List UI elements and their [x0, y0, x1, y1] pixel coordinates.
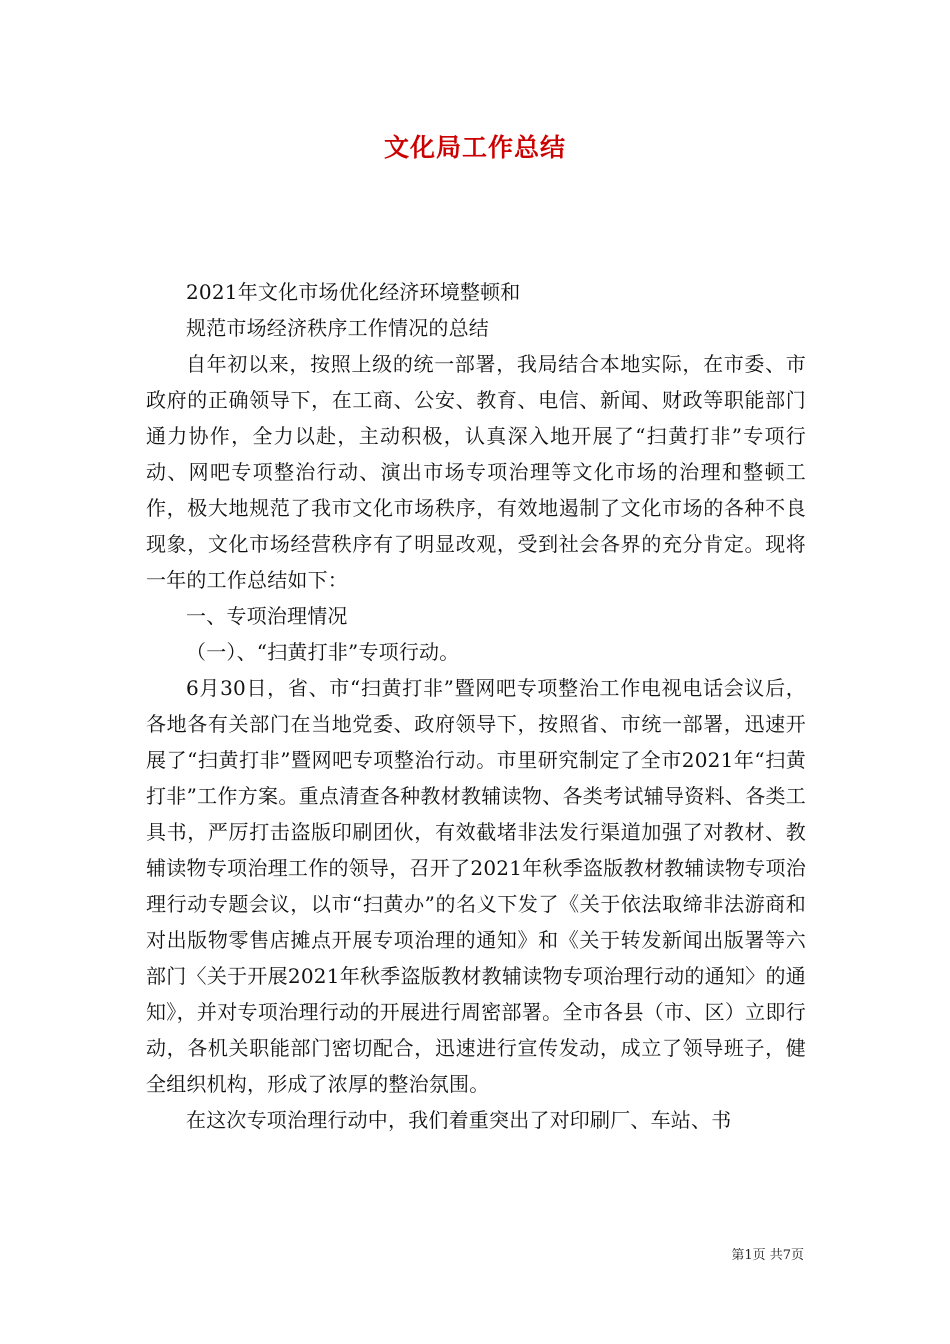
paragraph-subtitle-line-1: 2021年文化市场优化经济环境整顿和 [186, 280, 521, 304]
subsection-heading: （一）、“扫黄打非”专项行动。 [186, 640, 460, 664]
document-body [146, 274, 806, 1138]
paragraph-intro: 自年初以来，按照上级的统一部署，我局结合本地实际，在市委、市政府的正确领导下，在工商、公安、教育、电信、新闻、财政等职能部门通力协作，全力以赴，主动积极，认真深入地开展了“扫黄打非”专项行动、网吧专项整治行动、演出市场专项治理等文化市场的治理和整顿工作，极大地规范了我市文化市场秩序，有效地遏制了文化市场的各种不良现象，文化市场经营秩序有了明显改观，受到社会各界的充分肯定。现将一年的工作总结如下： [146, 352, 806, 592]
page-number: 第1页 共7页 [731, 1248, 804, 1263]
page-title: 文化局工作总结 [383, 133, 566, 162]
section-heading: 一、专项治理情况 [186, 604, 348, 628]
paragraph-subtitle-line-2: 规范市场经济秩序工作情况的总结 [186, 316, 489, 340]
paragraph-continued: 在这次专项治理行动中，我们着重突出了对印刷厂、车站、书 [186, 1108, 732, 1132]
paragraph-body: 6月30日，省、市“扫黄打非”暨网吧专项整治工作电视电话会议后，各地各有关部门在当地党委、政府领导下，按照省、市统一部署，迅速开展了“扫黄打非”暨网吧专项整治行动。市里研究制定了全市2021年“扫黄打非”工作方案。重点清查各种教材教辅读物、各类考试辅导资料、各类工具书，严厉打击盗版印刷团伙，有效截堵非法发行渠道加强了对教材、教辅读物专项治理工作的领导，召开了2021年秋季盗版教材教辅读物专项治理行动专题会议，以市“扫黄办”的名义下发了《关于依法取缔非法游商和对出版物零售店摊点开展专项治理的通知》和《关于转发新闻出版署等六部门〈关于开展2021年秋季盗版教材教辅读物专项治理行动的通知〉的通知》，并对专项治理行动的开展进行周密部署。全市各县（市、区）立即行动，各机关职能部门密切配合，迅速进行宣传发动，成立了领导班子，健全组织机构，形成了浓厚的整治氛围。 [146, 676, 806, 1096]
